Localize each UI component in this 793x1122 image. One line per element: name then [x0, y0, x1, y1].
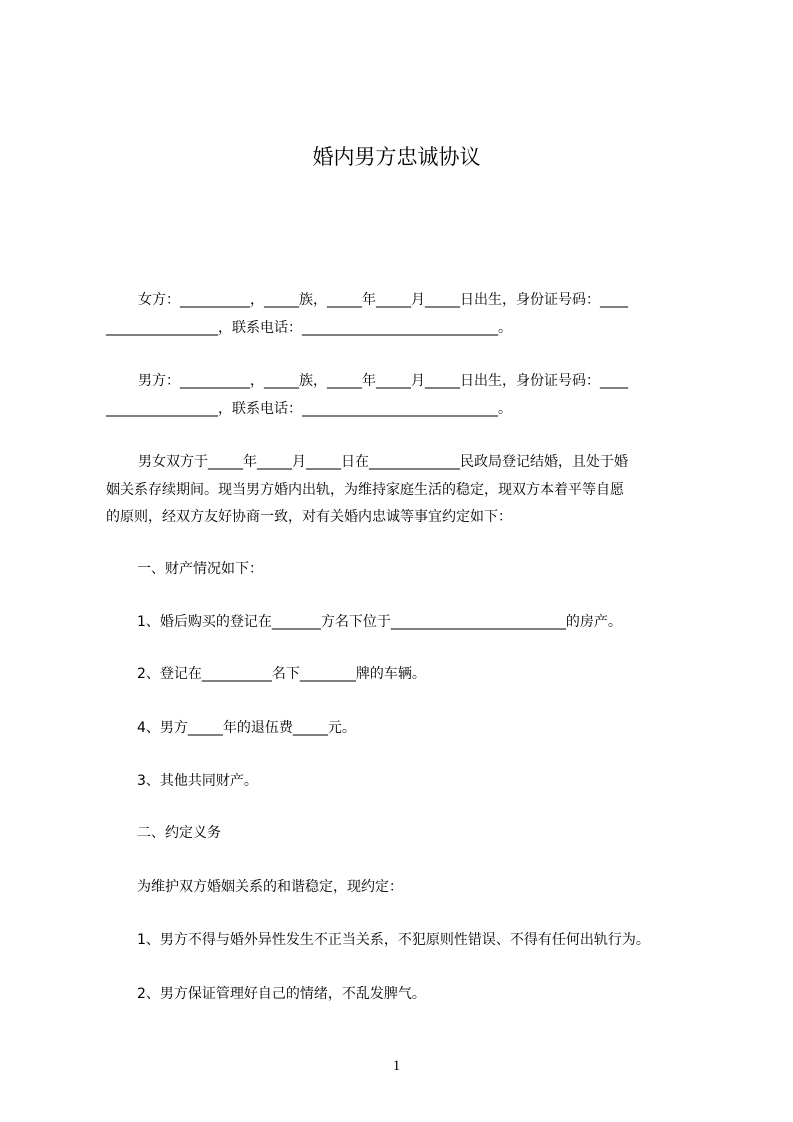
property-item-other: 3、其他共同财产。 [137, 773, 258, 789]
page-number: 1 [392, 1058, 401, 1074]
party-female-line-1: 女方：__________，_____族，_____年_____月_____日出生，身份证号码：____ [138, 292, 628, 308]
property-item-house: 1、婚后购买的登记在_______方名下位于_________________________的房产。 [137, 614, 622, 630]
obligations-intro: 为维护双方婚姻关系的和谐稳定，现约定： [137, 879, 403, 895]
property-item-vehicle: 2、登记在__________名下________牌的车辆。 [137, 666, 426, 682]
section-heading-property: 一、财产情况如下： [137, 561, 263, 577]
preamble-line-1: 男女双方于_____年_____月_____日在_____________民政局登记结婚，且处于婚 [138, 454, 628, 470]
obligation-item-1: 1、男方不得与婚外异性发生不正当关系，不犯原则性错误、不得有任何出轨行为。 [137, 932, 650, 948]
obligation-item-2: 2、男方保证管理好自己的情绪，不乱发脾气。 [137, 986, 426, 1002]
document-title: 婚内男方忠诚协议 [312, 145, 481, 169]
party-female-line-2: ________________，联系电话：____________________________。 [106, 320, 512, 336]
preamble-line-2: 姻关系存续期间。现当男方婚内出轨，为维持家庭生活的稳定，现双方本着平等自愿 [106, 482, 624, 498]
property-item-retirement-fee: 4、男方_____年的退伍费_____元。 [137, 720, 356, 736]
preamble-line-3: 的原则，经双方友好协商一致，对有关婚内忠诚等事宜约定如下： [106, 509, 512, 525]
party-male-line-2: ________________，联系电话：____________________________。 [106, 401, 512, 417]
party-male-line-1: 男方：__________，_____族，_____年_____月_____日出生，身份证号码：____ [138, 373, 628, 389]
section-heading-obligations: 二、约定义务 [137, 825, 221, 841]
